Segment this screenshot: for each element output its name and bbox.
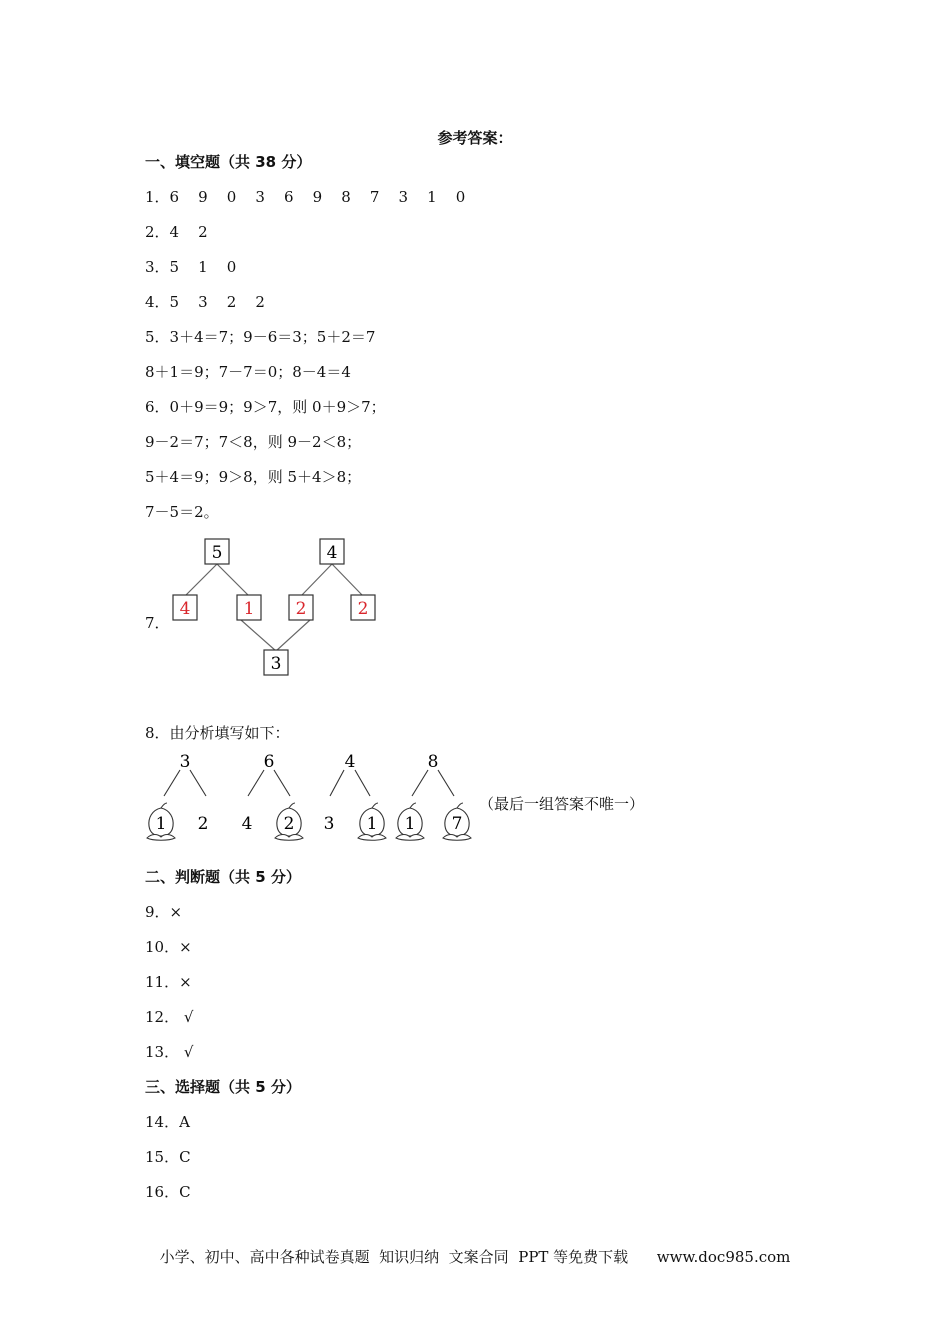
- judge-9: 9．×: [145, 903, 183, 921]
- q7-top-right: 4: [326, 543, 338, 563]
- section-3-heading: 三、选择题（共 5 分）: [145, 1078, 301, 1096]
- q8-label: 8．由分析填写如下：: [145, 724, 290, 742]
- choice-16: 16．C: [145, 1183, 191, 1201]
- judge-13: 13． √: [145, 1043, 194, 1061]
- q8-group-3-right: 1: [366, 814, 378, 834]
- answer-line-5a: 5．3＋4＝7；9－6＝3；5＋2＝7: [145, 328, 376, 346]
- page-title: 参考答案：: [437, 129, 513, 147]
- q8-group-2-top: 6: [263, 752, 275, 772]
- q8-note: （最后一组答案不唯一）: [479, 795, 645, 813]
- q7-label: 7．: [145, 614, 170, 632]
- q7-answer-3: 2: [295, 599, 307, 619]
- judge-10: 10．×: [145, 938, 192, 956]
- q8-group-4-right: 7: [451, 814, 463, 834]
- answer-line-5b: 8＋1＝9；7－7＝0；8－4＝4: [145, 363, 351, 381]
- page-footer: 小学、初中、高中各种试卷真题 知识归纳 文案合同 PPT 等免费下载 www.doc985.com: [159, 1248, 791, 1266]
- q8-group-4-top: 8: [427, 752, 439, 772]
- q8-group-1-right: 2: [197, 814, 209, 834]
- q8-group-1-left: 1: [155, 814, 167, 834]
- answer-line-6c: 5＋4＝9；9＞8，则 5＋4＞8；: [145, 468, 362, 486]
- answer-line-3: 3．5 1 0: [145, 258, 237, 276]
- q8-peach-diagrams: [0, 740, 950, 850]
- answer-line-6a: 6．0＋9＝9；9＞7，则 0＋9＞7；: [145, 398, 386, 416]
- q7-top-left: 5: [211, 543, 223, 563]
- section-1-heading: 一、填空题（共 38 分）: [145, 153, 312, 171]
- judge-12: 12． √: [145, 1008, 194, 1026]
- q8-group-4-left: 1: [404, 814, 416, 834]
- answer-line-1: 1．6 9 0 3 6 9 8 7 3 1 0: [145, 188, 466, 206]
- choice-15: 15．C: [145, 1148, 191, 1166]
- q7-answer-4: 2: [357, 599, 369, 619]
- q7-answer-1: 4: [179, 599, 191, 619]
- q7-bottom: 3: [270, 654, 282, 674]
- q8-group-1-top: 3: [179, 752, 191, 772]
- q8-group-3-top: 4: [344, 752, 356, 772]
- q8-group-2-right: 2: [283, 814, 295, 834]
- answer-line-6b: 9－2＝7；7＜8，则 9－2＜8；: [145, 433, 362, 451]
- section-2-heading: 二、判断题（共 5 分）: [145, 868, 301, 886]
- answer-line-4: 4．5 3 2 2: [145, 293, 265, 311]
- q7-answer-2: 1: [243, 599, 255, 619]
- judge-11: 11．×: [145, 973, 192, 991]
- choice-14: 14．A: [145, 1113, 190, 1131]
- q8-group-3-left: 3: [323, 814, 335, 834]
- q8-group-2-left: 4: [241, 814, 253, 834]
- answer-line-2: 2．4 2: [145, 223, 208, 241]
- answer-line-6d: 7－5＝2。: [145, 503, 219, 521]
